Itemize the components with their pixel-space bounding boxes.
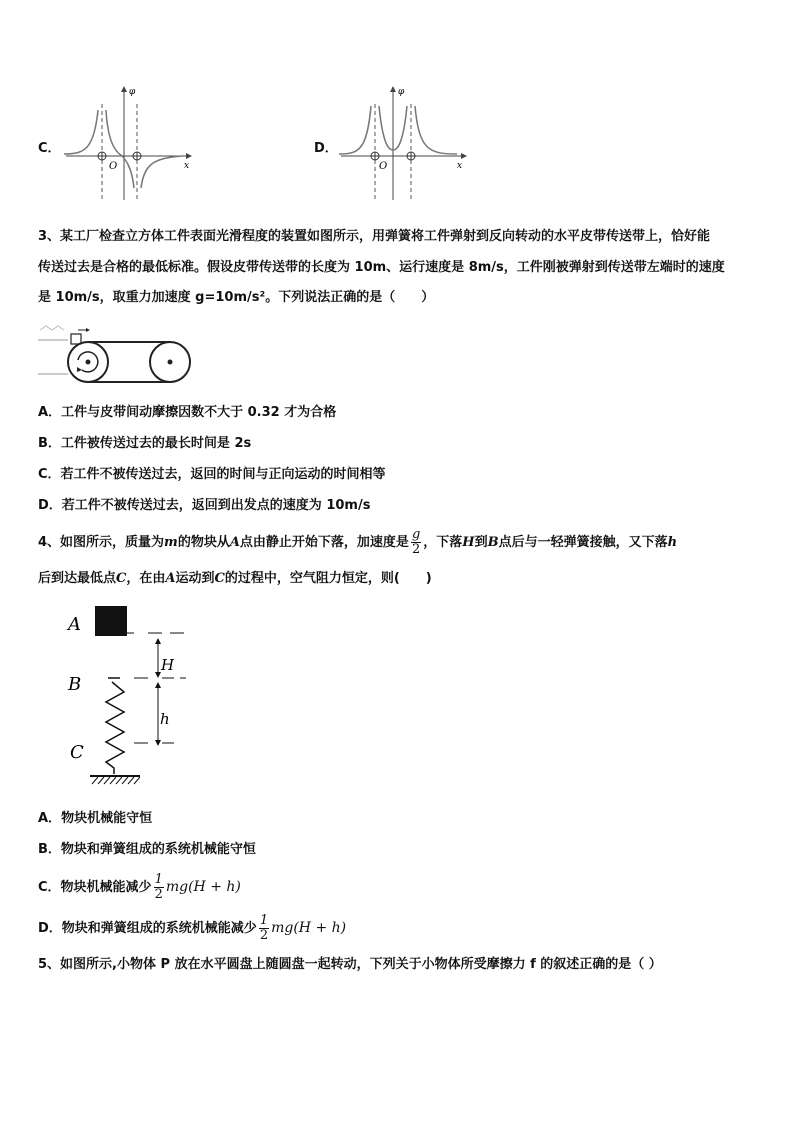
- q4-option-d-expr: mg(H + h): [271, 920, 347, 936]
- q4-option-b-label: B．: [38, 842, 61, 857]
- figure-label-h: h: [160, 710, 170, 728]
- q3-option-a-text: 工件与皮带间动摩擦因数不大于 0.32 才为合格: [61, 405, 337, 420]
- q4-option-c-fraction: [154, 873, 164, 902]
- q3-option-d-text: 若工件不被传送过去，返回到出发点的速度为 10m/s: [61, 498, 371, 513]
- q4-var-c: C: [116, 571, 127, 586]
- q4-stem-text: 4、如图所示，质量为: [38, 535, 165, 550]
- q4-option-a-text: 物块机械能守恒: [61, 811, 153, 826]
- q4-option-c-expr: mg(H + h): [165, 879, 241, 895]
- option-d-label: D．: [314, 141, 338, 156]
- option-c-label: C．: [38, 141, 61, 156]
- q4-option-d-fraction: [259, 914, 269, 943]
- q4-var-m: m: [164, 535, 178, 550]
- graph-d-origin: O: [379, 161, 388, 172]
- graph-d: [337, 84, 469, 204]
- q4-stem-line1: [38, 528, 677, 558]
- q4-option-c-label: C．: [38, 880, 61, 895]
- block-mass: [95, 606, 127, 636]
- q4-var-a: A: [165, 571, 176, 586]
- q3-stem-line3: 是 10m/s，取重力加速度 g=10m/s²。下列说法正确的是（ ）: [38, 290, 435, 305]
- q3-option-d[interactable]: [38, 498, 370, 514]
- q4-stem-text: 点后与一轻弹簧接触，又下落: [498, 535, 668, 550]
- q4-option-c-text: 物块机械能减少: [60, 880, 152, 895]
- graph-d-axis-x: x: [457, 161, 463, 171]
- q4-var-h: h: [667, 535, 678, 550]
- figure-label-c: C: [70, 742, 84, 763]
- spring-figure: [62, 600, 192, 800]
- q3-option-b[interactable]: [38, 436, 251, 452]
- q4-option-b-text: 物块和弹簧组成的系统机械能守恒: [60, 842, 256, 857]
- fraction-denominator: 2: [259, 928, 269, 943]
- graph-d-axis-y: φ: [398, 87, 405, 97]
- q3-option-a-label: A．: [38, 405, 62, 420]
- fraction-denominator: 2: [154, 887, 163, 902]
- spring: [106, 682, 124, 774]
- q4-accel-fraction: [411, 528, 421, 557]
- q4-stem-text: 点由静止开始下落，加速度是: [239, 535, 409, 550]
- fraction-denominator: 2: [411, 542, 421, 557]
- q4-stem-text: 到: [474, 535, 488, 550]
- q4-option-a[interactable]: [38, 811, 152, 827]
- q4-var-H: H: [462, 535, 475, 550]
- q4-stem-text: ，下落: [423, 535, 463, 550]
- fraction-numerator: g: [411, 527, 421, 542]
- q4-stem-text: 运动到: [175, 571, 215, 586]
- q4-stem-text: 后到达最低点: [38, 571, 117, 586]
- q3-option-b-text: 工件被传送过去的最长时间是 2s: [60, 436, 252, 451]
- fraction-numerator: 1: [154, 872, 163, 887]
- graph-c: [62, 84, 194, 204]
- q3-option-d-label: D．: [38, 498, 62, 513]
- q3-option-b-label: B．: [38, 436, 61, 451]
- q4-option-b[interactable]: [38, 842, 256, 858]
- figure-label-b: B: [68, 674, 82, 695]
- conveyor-figure: [38, 322, 198, 390]
- q4-option-d-label: D．: [38, 921, 62, 936]
- q5-stem: 5、如图所示,小物体 P 放在水平圆盘上随圆盘一起转动，下列关于小物体所受摩擦力 f 的叙述正确的是（ ）: [38, 957, 662, 972]
- q3-stem-line2: 传送过去是合格的最低标准。假设皮带传送带的长度为 10m、运行速度是 8m/s，工件刚被弹射到传送带左端时的速度: [38, 260, 725, 275]
- figure-label-H: H: [161, 656, 175, 674]
- q4-option-d-text: 物块和弹簧组成的系统机械能减少: [61, 921, 257, 936]
- graph-c-axis-y: φ: [129, 87, 136, 97]
- figure-label-a: A: [68, 614, 81, 635]
- q4-stem-text: 的过程中，空气阻力恒定，则( ): [224, 571, 432, 586]
- q3-option-c-label: C．: [38, 467, 61, 482]
- q4-var-a: A: [229, 535, 240, 550]
- q3-option-a[interactable]: [38, 405, 336, 421]
- q3-option-c-text: 若工件不被传送过去，返回的时间与正向运动的时间相等: [60, 467, 386, 482]
- q4-var-c: C: [214, 571, 225, 586]
- graph-c-origin: O: [109, 161, 118, 172]
- fraction-numerator: 1: [259, 913, 269, 928]
- q3-option-c[interactable]: [38, 467, 386, 483]
- q4-option-d[interactable]: [38, 913, 346, 944]
- q4-option-c[interactable]: [38, 872, 241, 903]
- q4-stem-line2: [38, 571, 432, 587]
- q4-option-a-label: A．: [38, 811, 62, 826]
- q4-stem-text: 的物块从: [177, 535, 230, 550]
- graph-c-axis-x: x: [184, 161, 190, 171]
- q4-stem-text: ，在由: [126, 571, 166, 586]
- q4-var-b: B: [487, 535, 499, 550]
- q3-stem-line1: 3、某工厂检查立方体工件表面光滑程度的装置如图所示，用弹簧将工件弹射到反向转动的水平皮带传送带上，恰好能: [38, 229, 711, 244]
